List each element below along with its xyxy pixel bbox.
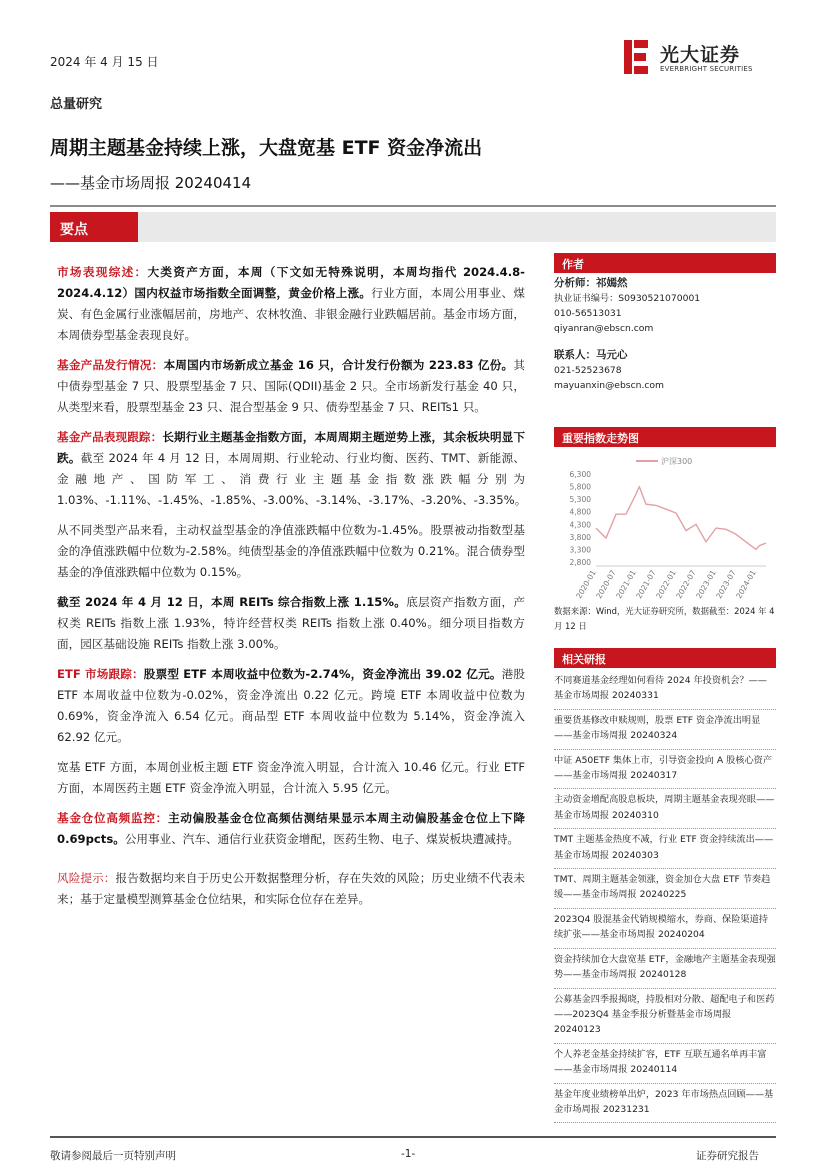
paragraph-highlight: 长期行业主题基金指数方面，本周周期主题逆势上涨，其余板块明显下跌。 <box>57 430 525 465</box>
y-tick-label: 3,300 <box>569 545 591 555</box>
page-number: -1- <box>401 1148 416 1160</box>
related-report-item[interactable]: 个人养老金基金持续扩容，ETF 互联互通名单再丰富——基金市场周报 20240114 <box>554 1044 776 1084</box>
y-tick-label: 2,800 <box>569 558 591 567</box>
main-body <box>57 262 525 919</box>
y-tick-label: 6,300 <box>569 470 591 479</box>
paragraph-position-monitor <box>57 808 525 850</box>
footer-disclaimer[interactable]: 敬请参阅最后一页特别声明 <box>50 1150 176 1162</box>
paragraph-fund-performance <box>57 427 525 511</box>
paragraph-etf-flows <box>57 757 525 799</box>
paragraph-label: ETF 市场跟踪： <box>57 667 144 681</box>
key-points-header <box>50 212 776 242</box>
chart-section-header: 重要指数走势图 <box>554 427 776 447</box>
report-category: 总量研究 <box>50 97 103 112</box>
legend-label: 沪深300 <box>661 457 693 466</box>
paragraph-text: 公用事业、汽车、通信行业获资金增配，医药生物、电子、煤炭板块遭减持。 <box>124 832 520 846</box>
paragraph-text: 报告数据均来自于历史公开数据整理分析，存在失效的风险；历史业绩不代表未来；基于定量模型测算基金仓位结果，和实际仓位存在差异。 <box>57 871 525 906</box>
x-tick-label: 2021-01 <box>614 568 638 600</box>
paragraph-etf-tracking <box>57 664 525 748</box>
contact-email[interactable]: mayuanxin@ebscn.com <box>554 380 664 391</box>
y-tick-label: 5,300 <box>569 495 591 505</box>
paragraph-text: 港股 ETF 本周收益中位数为-0.02%，资金净流出 0.22 亿元。跨境 ETF 本周收益中位数为 0.69%，资金净流入 6.54 亿元。商品型 ETF 本周收益中位数为 5.14%，资金净流入 62.92 亿元。 <box>57 667 525 744</box>
author-section-header: 作者 <box>554 253 776 273</box>
related-report-item[interactable]: TMT、周期主题基金领涨，资金加仓大盘 ETF 节奏趋缓——基金市场周报 20240225 <box>554 869 776 909</box>
related-report-item[interactable]: 基金年度业绩榜单出炉，2023 年市场热点回顾——基金市场周报 20231231 <box>554 1084 776 1124</box>
related-report-item[interactable]: 中证 A50ETF 集体上市，引导资金投向 A 股核心资产——基金市场周报 20240317 <box>554 750 776 790</box>
related-report-item[interactable]: 2023Q4 股混基金代销规模缩水，券商、保险渠道持续扩张——基金市场周报 20240204 <box>554 909 776 949</box>
paragraph-label: 基金产品发行情况： <box>57 358 164 372</box>
paragraph-label: 基金产品表现跟踪： <box>57 430 163 444</box>
paragraph-highlight: 本周国内市场新成立基金 16 只，合计发行份额为 223.83 亿份。 <box>163 358 514 372</box>
index-chart-svg <box>554 450 776 600</box>
report-date: 2024 年 4 月 15 日 <box>50 55 159 69</box>
related-report-item[interactable]: 资金持续加仓大盘宽基 ETF，金融地产主题基金表现强势——基金市场周报 20240128 <box>554 949 776 989</box>
logo-text-en: EVERBRIGHT SECURITIES <box>660 65 753 73</box>
author-info <box>554 276 776 393</box>
paragraph-fund-issuance <box>57 355 525 418</box>
paragraph-highlight: 截至 2024 年 4 月 12 日，本周 REITs 综合指数上涨 1.15%。 <box>57 595 407 609</box>
paragraph-text: 宽基 ETF 方面，本周创业板主题 ETF 资金净流入明显，合计流入 10.46 亿元。行业 ETF 方面，本周医药主题 ETF 资金净流入明显，合计流入 5.95 亿元。 <box>57 760 525 795</box>
related-reports-list <box>554 670 776 1123</box>
everbright-logo-icon <box>622 38 652 76</box>
paragraph-reits <box>57 592 525 655</box>
paragraph-text: 底层资产指数方面，产权类 REITs 指数上涨 1.93%，特许经营权类 REITs 指数上涨 0.40%。细分项目指数方面，园区基础设施 REITs 指数上涨 3.00%。 <box>57 595 525 651</box>
x-tick-label: 2022-07 <box>674 568 698 600</box>
analyst-name: 分析师：祁嫣然 <box>554 277 628 289</box>
paragraph-highlight: 主动偏股基金仓位高频估测结果显示本周主动偏股基金仓位上下降 0.69pcts。 <box>57 811 525 846</box>
y-tick-label: 4,800 <box>569 507 591 517</box>
x-tick-label: 2020-01 <box>574 568 598 600</box>
series-line-hs300 <box>596 487 766 550</box>
y-tick-label: 3,800 <box>569 532 591 542</box>
related-report-item[interactable]: TMT 主题基金热度不减，行业 ETF 资金持续流出——基金市场周报 20240303 <box>554 829 776 869</box>
page-title: 周期主题基金持续上涨，大盘宽基 ETF 资金净流出 <box>50 137 483 159</box>
paragraph-highlight: 股票型 ETF 本周收益中位数为-2.74%，资金净流出 39.02 亿元。 <box>143 667 502 681</box>
related-report-item[interactable]: 公募基金四季报揭晓，持股相对分散、超配电子和医药——2023Q4 基金季报分析暨基金市场周报 20240123 <box>554 989 776 1044</box>
paragraph-risk-warning <box>57 868 525 910</box>
contact-name: 联系人：马元心 <box>554 349 628 361</box>
analyst-phone: 010-56513031 <box>554 308 622 319</box>
x-tick-label: 2023-01 <box>694 568 718 600</box>
paragraph-text: 其中债券型基金 7 只、股票型基金 7 只、国际(QDII)基金 2 只。全市场新发行基金 40 只，从类型来看，股票型基金 23 只、混合型基金 9 只、债券型基金 7 只、REITs1 只。 <box>57 358 525 414</box>
paragraph-label: 风险提示： <box>57 871 116 885</box>
paragraph-fund-types <box>57 520 525 583</box>
key-points-label: 要点 <box>50 212 138 242</box>
chart-source-note: 数据来源：Wind，光大证券研究所，数据截至：2024 年 4 月 12 日 <box>554 606 775 631</box>
paragraph-text: 从不同类型产品来看，主动权益型基金的净值涨跌幅中位数为-1.45%。股票被动指数型基金的净值涨跌幅中位数为-2.58%。纯债型基金的净值涨跌幅中位数为 0.21%。混合债券型基金的净值涨跌幅中位数为 0.15%。 <box>57 523 525 579</box>
analyst-email[interactable]: qiyanran@ebscn.com <box>554 323 654 334</box>
x-tick-label: 2024-01 <box>734 568 758 600</box>
bottom-divider <box>50 1136 776 1138</box>
page-subtitle: ——基金市场周报 20240414 <box>50 174 252 192</box>
footer-report-type: 证券研究报告 <box>696 1150 759 1162</box>
contact-phone: 021-52523678 <box>554 365 622 376</box>
related-report-item[interactable]: 不同赛道基金经理如何看待 2024 年投资机会？——基金市场周报 20240331 <box>554 670 776 710</box>
paragraph-label: 市场表现综述： <box>57 265 148 279</box>
analyst-cert: 执业证书编号：S0930521070001 <box>554 293 701 304</box>
paragraph-market-overview <box>57 262 525 346</box>
x-tick-label: 2022-01 <box>654 568 678 600</box>
logo-text-cn: 光大证券 <box>660 44 741 66</box>
index-trend-chart <box>554 450 776 600</box>
x-tick-label: 2021-07 <box>634 568 658 600</box>
top-divider <box>50 205 776 207</box>
related-report-item[interactable]: 重要货基修改申赎规则，股票 ETF 资金净流出明显——基金市场周报 20240324 <box>554 710 776 750</box>
y-tick-label: 4,300 <box>569 520 591 530</box>
x-tick-label: 2023-07 <box>714 568 738 600</box>
paragraph-highlight: 大类资产方面，本周（下文如无特殊说明，本周均指代 2024.4.8-2024.4.12）国内权益市场指数全面调整，黄金价格上涨。 <box>57 265 525 300</box>
y-tick-label: 5,800 <box>569 482 591 492</box>
brand-logo <box>622 38 782 80</box>
related-reports-header: 相关研报 <box>554 648 776 668</box>
paragraph-label: 基金仓位高频监控： <box>57 811 169 825</box>
paragraph-text: 行业方面，本周公用事业、煤炭、有色金属行业涨幅居前，房地产、农林牧渔、非银金融行业跌幅居前。基金市场方面，本周债券型基金表现良好。 <box>57 286 525 342</box>
paragraph-text: 截至 2024 年 4 月 12 日，本周周期、行业轮动、行业均衡、医药、TMT、新能源、金融地产、国防军工、消费行业主题基金指数涨跌幅分别为 1.03%、-1.11%、-1.45%、-1.85%、-3.00%、-3.14%、-3.17%、-3.20%、-3.35%。 <box>57 451 527 507</box>
x-tick-label: 2020-07 <box>594 568 618 600</box>
related-report-item[interactable]: 主动资金增配高股息板块，周期主题基金表现亮眼——基金市场周报 20240310 <box>554 789 776 829</box>
